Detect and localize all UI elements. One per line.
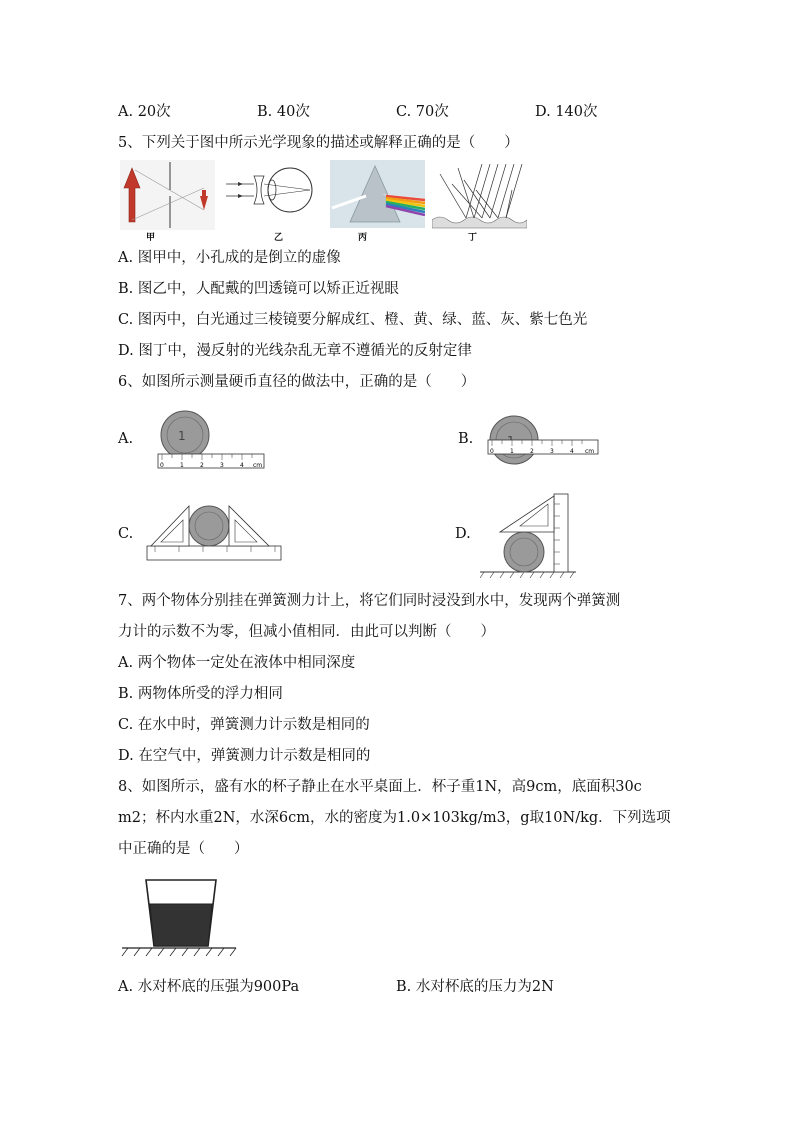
q5-stem: 5、下列关于图中所示光学现象的描述或解释正确的是（ ） [118,135,519,151]
pinhole-diagram [120,160,215,230]
q5-option-c: C. 图丙中，白光通过三棱镜要分解成红、橙、黄、绿、蓝、灰、紫七色光 [118,312,588,328]
figure-eye-lens [224,160,319,243]
svg-text:1: 1 [510,448,514,455]
caption-jia: 甲 [146,233,156,243]
q5-option-d: D. 图丁中，漫反射的光线杂乱无章不遵循光的反射定律 [118,343,472,359]
cup-figure [120,876,238,958]
q7-option-b: B. 两物体所受的浮力相同 [118,686,283,702]
prism-diagram [330,160,425,230]
coin-ruler-a [150,410,270,472]
q8-option-a: A. 水对杯底的压强为900Pa [118,979,300,995]
svg-text:cm: cm [585,448,595,455]
figure-pinhole [120,160,215,243]
svg-text:4: 4 [240,462,244,469]
caption-bing: 丙 [358,233,368,243]
svg-text:0: 0 [490,448,494,455]
figure-diffuse [432,160,527,243]
q7-option-c: C. 在水中时，弹簧测力计示数是相同的 [118,717,370,733]
caption-ding: 丁 [468,233,478,243]
diffuse-diagram [432,160,527,230]
svg-text:3: 3 [220,462,224,469]
coin-triangles-c [145,502,285,562]
q5-option-a: A. 图甲中，小孔成的是倒立的虚像 [118,250,341,266]
q8-stem-line2: m2；杯内水重2N，水深6cm，水的密度为1.0×103kg/m3，g取10N/kg．下列选项 [118,810,671,826]
q5-option-b: B. 图乙中，人配戴的凹透镜可以矫正近视眼 [118,281,399,297]
q7-option-d: D. 在空气中，弹簧测力计示数是相同的 [118,748,371,764]
svg-text:3: 3 [550,448,554,455]
q7-option-a: A. 两个物体一定处在液体中相同深度 [118,655,356,671]
q6-label-d: D. [455,526,471,542]
q7-stem-line2: 力计的示数不为零，但减小值相同．由此可以判断（ ） [118,624,495,640]
svg-text:1: 1 [180,462,184,469]
q4-option-d: D. 140次 [535,104,598,120]
svg-text:2: 2 [200,462,204,469]
q4-option-c: C. 70次 [396,104,449,120]
q7-stem-line1: 7、两个物体分别挂在弹簧测力计上，将它们同时浸没到水中，发现两个弹簧测 [118,593,621,609]
q6-label-b: B. [458,431,474,447]
svg-text:4: 4 [570,448,574,455]
svg-text:cm: cm [253,462,263,469]
q8-option-b: B. 水对杯底的压力为2N [396,979,554,995]
q8-stem-line3: 中正确的是（ ） [118,841,249,857]
svg-text:0: 0 [160,462,164,469]
q4-option-b: B. 40次 [257,104,310,120]
coin-triangle-d [480,490,580,578]
eye-lens-diagram [224,160,319,230]
q8-stem-line1: 8、如图所示，盛有水的杯子静止在水平桌面上．杯子重1N，高9cm，底面积30c [118,779,642,795]
q6-stem: 6、如图所示测量硬币直径的做法中，正确的是（ ） [118,374,476,390]
caption-yi: 乙 [274,233,284,243]
figure-prism [330,160,425,243]
q6-label-c: C. [118,526,134,542]
coin-ruler-b [484,410,604,472]
svg-text:1: 1 [178,429,186,443]
q4-option-a: A. 20次 [118,104,171,120]
svg-text:2: 2 [530,448,534,455]
q6-label-a: A. [118,431,134,447]
